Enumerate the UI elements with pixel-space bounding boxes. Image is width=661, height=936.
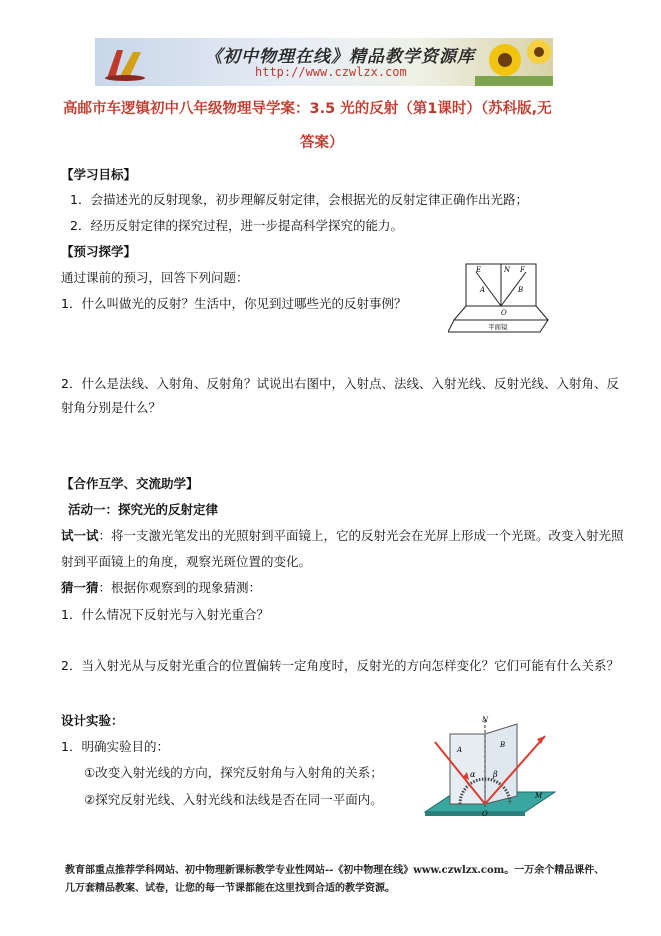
section-heading-cooperate: 【合作互学、交流助学】	[61, 476, 199, 491]
header-banner	[95, 38, 553, 86]
label-alpha: α	[470, 770, 476, 779]
guess-text: ：根据你观察到的现象猜测：	[98, 580, 262, 595]
section-heading-goals: 【学习目标】	[61, 167, 137, 182]
guess-line	[61, 578, 261, 596]
design-item-1: 1．明确实验目的：	[61, 739, 169, 754]
goal-item-2: 2．经历反射定律的探究过程，进一步提高科学探究的能力。	[70, 218, 403, 233]
doc-title-line2: 答案）	[300, 135, 344, 151]
label-beta: β	[493, 770, 498, 779]
reflection-diagram-1	[448, 260, 558, 335]
try-text: ：将一支激光笔发出的光照射到平面镜上，它的反射光会在光屏上形成一个光斑。改变入射光照	[98, 528, 624, 543]
design-item-1b: ②探究反射光线、入射光线和法线是否在同一平面内。	[84, 792, 383, 807]
try-line-2: 射到平面镜上的角度，观察光斑位置的变化。	[61, 554, 312, 569]
try-line-1	[61, 526, 624, 544]
label-E: E	[476, 266, 482, 274]
label-F: F	[520, 266, 525, 274]
section-heading-preview: 【预习探学】	[61, 244, 137, 259]
try-label: 试一试	[61, 528, 99, 543]
guess-question-2: 2．当入射光从与反射光重合的位置偏转一定角度时，反射光的方向怎样变化？它们可能有什么关系？	[61, 658, 619, 673]
design-heading: 设计实验：	[61, 713, 124, 728]
sunflower-image	[475, 38, 553, 86]
guess-label: 猜一猜	[61, 580, 99, 595]
activity-1-title: 活动一：探究光的反射定律	[68, 502, 219, 517]
banner-title: 《初中物理在线》精品教学资源库	[205, 47, 475, 67]
footer-line-2: 几万套精品教案、试卷，让您的每一节课都能在这里找到合适的教学资源。	[65, 883, 395, 894]
label-O2: O	[482, 810, 488, 818]
design-item-1a: ①改变入射光线的方向，探究反射角与入射角的关系；	[84, 765, 383, 780]
label-O: O	[501, 309, 507, 317]
site-logo	[103, 42, 147, 82]
label-mirror: 平面镜	[488, 323, 508, 331]
doc-title-line1: 高邮市车逻镇初中八年级物理导学案：3.5 光的反射（第1课时）（苏科版,无	[63, 101, 552, 117]
page-footer	[65, 862, 625, 898]
question-2-line1: 2．什么是法线、入射角、反射角？试说出右图中，入射点、法线、入射光线、反射光线、入射角、反	[61, 376, 619, 391]
label-A2: A	[457, 746, 463, 754]
guess-question-1: 1．什么情况下反射光与入射光重合？	[61, 607, 269, 622]
label-M: M	[535, 792, 543, 800]
label-B: B	[518, 286, 524, 294]
reflection-diagram-2	[405, 712, 565, 830]
goal-item-1: 1．会描述光的反射现象，初步理解反射定律，会根据光的反射定律正确作出光路；	[70, 192, 528, 207]
question-2-line2: 射角分别是什么？	[61, 400, 162, 415]
question-1: 1．什么叫做光的反射？生活中，你见到过哪些光的反射事例？	[61, 296, 407, 311]
footer-line-1: 教育部重点推荐学科网站、初中物理新课标教学专业性网站--《初中物理在线》www.czwlzx.com。一万余个精品课件、	[65, 865, 605, 876]
preview-intro: 通过课前的预习，回答下列问题：	[61, 270, 249, 285]
label-A: A	[480, 286, 486, 294]
label-N: N	[504, 266, 511, 274]
label-B2: B	[500, 741, 506, 749]
label-N2: N	[482, 716, 489, 724]
banner-url[interactable]: http://www.czwlzx.com	[255, 65, 407, 79]
